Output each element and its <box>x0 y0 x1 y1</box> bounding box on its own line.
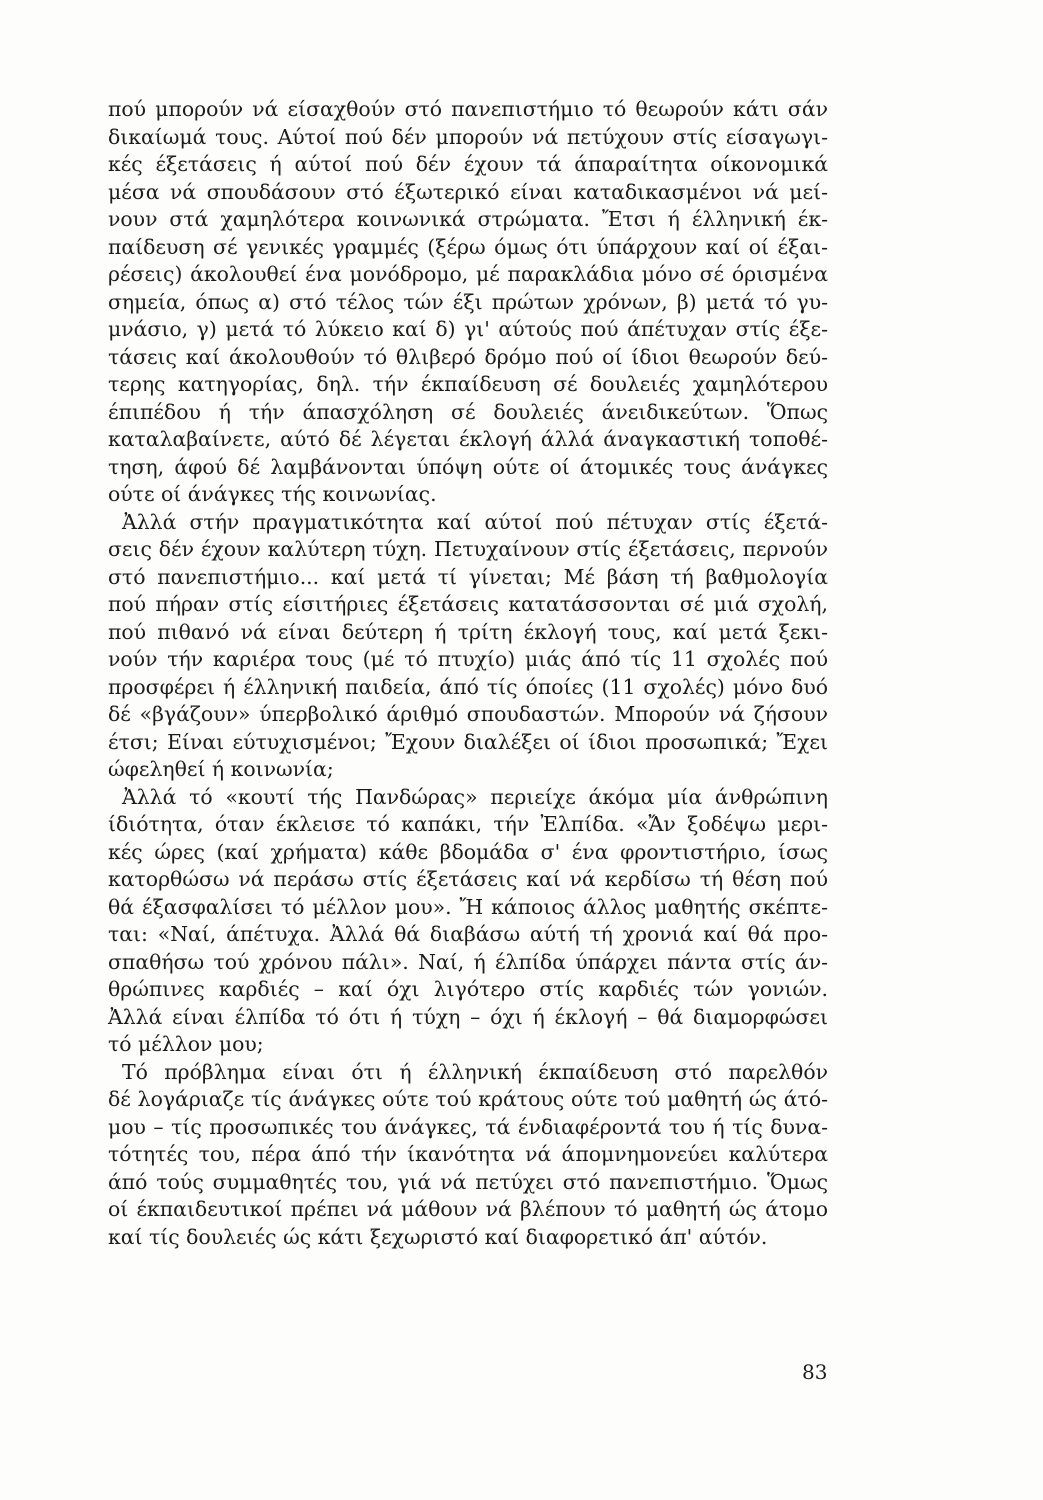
text-line: έτσι; Είναι εύτυχισμένοι; Ἔχουν διαλέξει οί ίδιοι προσωπικά; Ἔχει <box>108 729 828 754</box>
text-line: τό μέλλον μου; <box>108 1032 264 1056</box>
text-line: Τό πρόβλημα είναι ότι ή έλληνική έκπαίδευση στό παρελθόν <box>122 1059 828 1084</box>
text-line: ώφεληθεί ή κοινωνία; <box>108 757 334 781</box>
body-text <box>108 96 828 1251</box>
text-line: δικαίωμά τους. Αύτοί πού δέν μπορούν νά πετύχουν στίς είσαγωγι- <box>108 124 828 149</box>
text-line: Ἀλλά είναι έλπίδα τό ότι ή τύχη – όχι ή έκλογή – θά διαμορφώσει <box>108 1004 828 1029</box>
text-line: παίδευση σέ γενικές γραμμές (ξέρω όμως ότι ύπάρχουν καί οί έξαι- <box>108 234 828 259</box>
text-line: σημεία, όπως α) στό τέλος τών έξι πρώτων χρόνων, β) μετά τό γυ- <box>108 289 828 314</box>
text-line: μνάσιο, γ) μετά τό λύκειο καί δ) γι' αύτούς πού άπέτυχαν στίς έξε- <box>108 317 828 341</box>
text-line: ίδιότητα, όταν έκλεισε τό καπάκι, τήν Ἐλπίδα. «Ἄν ξοδέψω μερι- <box>108 812 828 836</box>
text-line: Ἀλλά στήν πραγματικότητα καί αύτοί πού πέτυχαν στίς έξετά- <box>122 509 828 534</box>
text-line: τηση, άφού δέ λαμβάνονται ύπόψη ούτε οί άτομικές τους άνάγκες <box>108 454 828 479</box>
text-line: καταλαβαίνετε, αύτό δέ λέγεται έκλογή άλλά άναγκαστική τοποθέ- <box>108 427 828 451</box>
text-line: κές ώρες (καί χρήματα) κάθε βδομάδα σ' ένα φροντιστήριο, ίσως <box>108 839 828 864</box>
text-line: καί τίς δουλειές ώς κάτι ξεχωριστό καί διαφορετικό άπ' αύτόν. <box>108 1224 768 1249</box>
text-line: ρέσεις) άκολουθεί ένα μονόδρομο, μέ παρακλάδια μόνο σέ όρισμένα <box>108 262 828 286</box>
text-line: τότητές του, πέρα άπό τήν ίκανότητα νά άπομνημονεύει καλύτερα <box>108 1142 828 1166</box>
text-line: προσφέρει ή έλληνική παιδεία, άπό τίς όποίες (11 σχολές) μόνο δυό <box>108 674 828 699</box>
text-line: πού πήραν στίς είσιτήριες έξετάσεις κατατάσσονται σέ μιά σχολή, <box>108 592 828 616</box>
text-line: πού μπορούν νά είσαχθούν στό πανεπιστήμιο τό θεωρούν κάτι σάν <box>108 97 828 121</box>
text-line: μέσα νά σπουδάσουν στό έξωτερικό είναι καταδικασμένοι νά μεί- <box>108 179 828 204</box>
text-line: κατορθώσω νά περάσω στίς έξετάσεις καί νά κερδίσω τή θέση πού <box>108 867 828 891</box>
text-line: άπό τούς συμμαθητές του, γιά νά πετύχει στό πανεπιστήμιο. Ὅμως <box>108 1169 828 1194</box>
text-line: οί έκπαιδευτικοί πρέπει νά μάθουν νά βλέπουν τό μαθητή ώς άτομο <box>108 1197 828 1221</box>
text-line: πού πιθανό νά είναι δεύτερη ή τρίτη έκλογή τους, καί μετά ξεκι- <box>108 619 828 644</box>
text-line: κές έξετάσεις ή αύτοί πού δέν έχουν τά άπαραίτητα οίκονομικά <box>108 152 828 176</box>
text-line: θά έξασφαλίσει τό μέλλον μου». Ἤ κάποιος άλλος μαθητής σκέπτε- <box>108 894 828 919</box>
text-line: έπιπέδου ή τήν άπασχόληση σέ δουλειές άνειδικεύτων. Ὅπως <box>108 399 828 424</box>
text-line: νουν στά χαμηλότερα κοινωνικά στρώματα. Ἔτσι ή έλληνική έκ- <box>108 207 828 231</box>
text-line: δέ λογάριαζε τίς άνάγκες ούτε τού κράτους ούτε τού μαθητή ώς άτό- <box>108 1087 828 1111</box>
text-line: δέ «βγάζουν» ύπερβολικό άριθμό σπουδαστών. Μπορούν νά ζήσουν <box>108 702 828 726</box>
text-line: μου – τίς προσωπικές του άνάγκες, τά ένδιαφέροντά του ή τίς δυνα- <box>108 1114 828 1139</box>
text-line: Ἀλλά τό «κουτί τής Πανδώρας» περιείχε άκόμα μία άνθρώπινη <box>122 784 828 809</box>
text-line: τερης κατηγορίας, δηλ. τήν έκπαίδευση σέ δουλειές χαμηλότερου <box>108 372 828 396</box>
text-line: σεις δέν έχουν καλύτερη τύχη. Πετυχαίνουν στίς έξετάσεις, περνούν <box>108 537 828 561</box>
text-line: θρώπινες καρδιές – καί όχι λιγότερο στίς καρδιές τών γονιών. <box>108 977 828 1001</box>
text-line: ται: «Ναί, άπέτυχα. Ἀλλά θά διαβάσω αύτή τή χρονιά καί θά προ- <box>108 922 828 946</box>
page-number: 83 <box>802 1360 828 1384</box>
text-line: ούτε οί άνάγκες τής κοινωνίας. <box>108 482 437 506</box>
text-line: στό πανεπιστήμιο... καί μετά τί γίνεται; Μέ βάση τή βαθμολογία <box>108 564 828 589</box>
text-line: τάσεις καί άκολουθούν τό θλιβερό δρόμο πού οί ίδιοι θεωρούν δεύ- <box>108 344 828 369</box>
text-line: νούν τήν καριέρα τους (μέ τό πτυχίο) μιάς άπό τίς 11 σχολές πού <box>108 647 828 671</box>
text-line: σπαθήσω τού χρόνου πάλι». Ναί, ή έλπίδα ύπάρχει πάντα στίς άν- <box>108 949 828 974</box>
